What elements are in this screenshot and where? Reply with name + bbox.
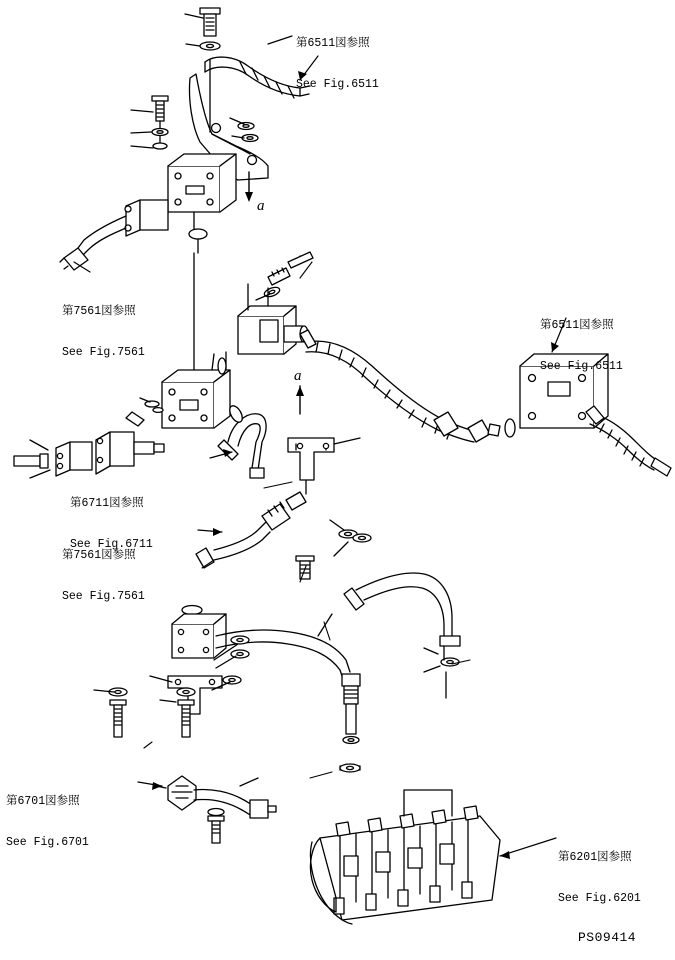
ref-6511-top-jp: 第6511図参照 [296,37,370,50]
ref-7561-lower-jp: 第7561図参照 [62,549,136,562]
drawing-number: PS09414 [578,930,637,945]
ref-7561-upper-jp: 第7561図参照 [62,305,136,318]
ref-6711-jp: 第6711図参照 [70,497,144,510]
ref-6511-right-jp: 第6511図参照 [540,319,614,332]
ref-6201-en: See Fig.6201 [558,891,641,905]
ref-6511-right [540,292,623,400]
ref-6201-jp: 第6201図参照 [558,851,632,864]
callout-a-upper: a [257,198,265,214]
ref-6511-right-en: See Fig.6511 [540,359,623,373]
ref-7561-lower [62,522,145,630]
ref-6511-top-en: See Fig.6511 [296,77,379,91]
ref-7561-lower-en: See Fig.7561 [62,589,145,603]
ref-6701-en: See Fig.6701 [6,835,89,849]
ref-7561-upper-en: See Fig.7561 [62,345,145,359]
ref-6701-jp: 第6701図参照 [6,795,80,808]
ref-6201 [558,824,641,932]
ref-7561-upper [62,278,145,386]
callout-a-lower: a [294,368,302,384]
ref-6511-top [296,10,379,118]
ref-6711-en: See Fig.6711 [70,537,153,551]
ref-6701 [6,768,89,876]
